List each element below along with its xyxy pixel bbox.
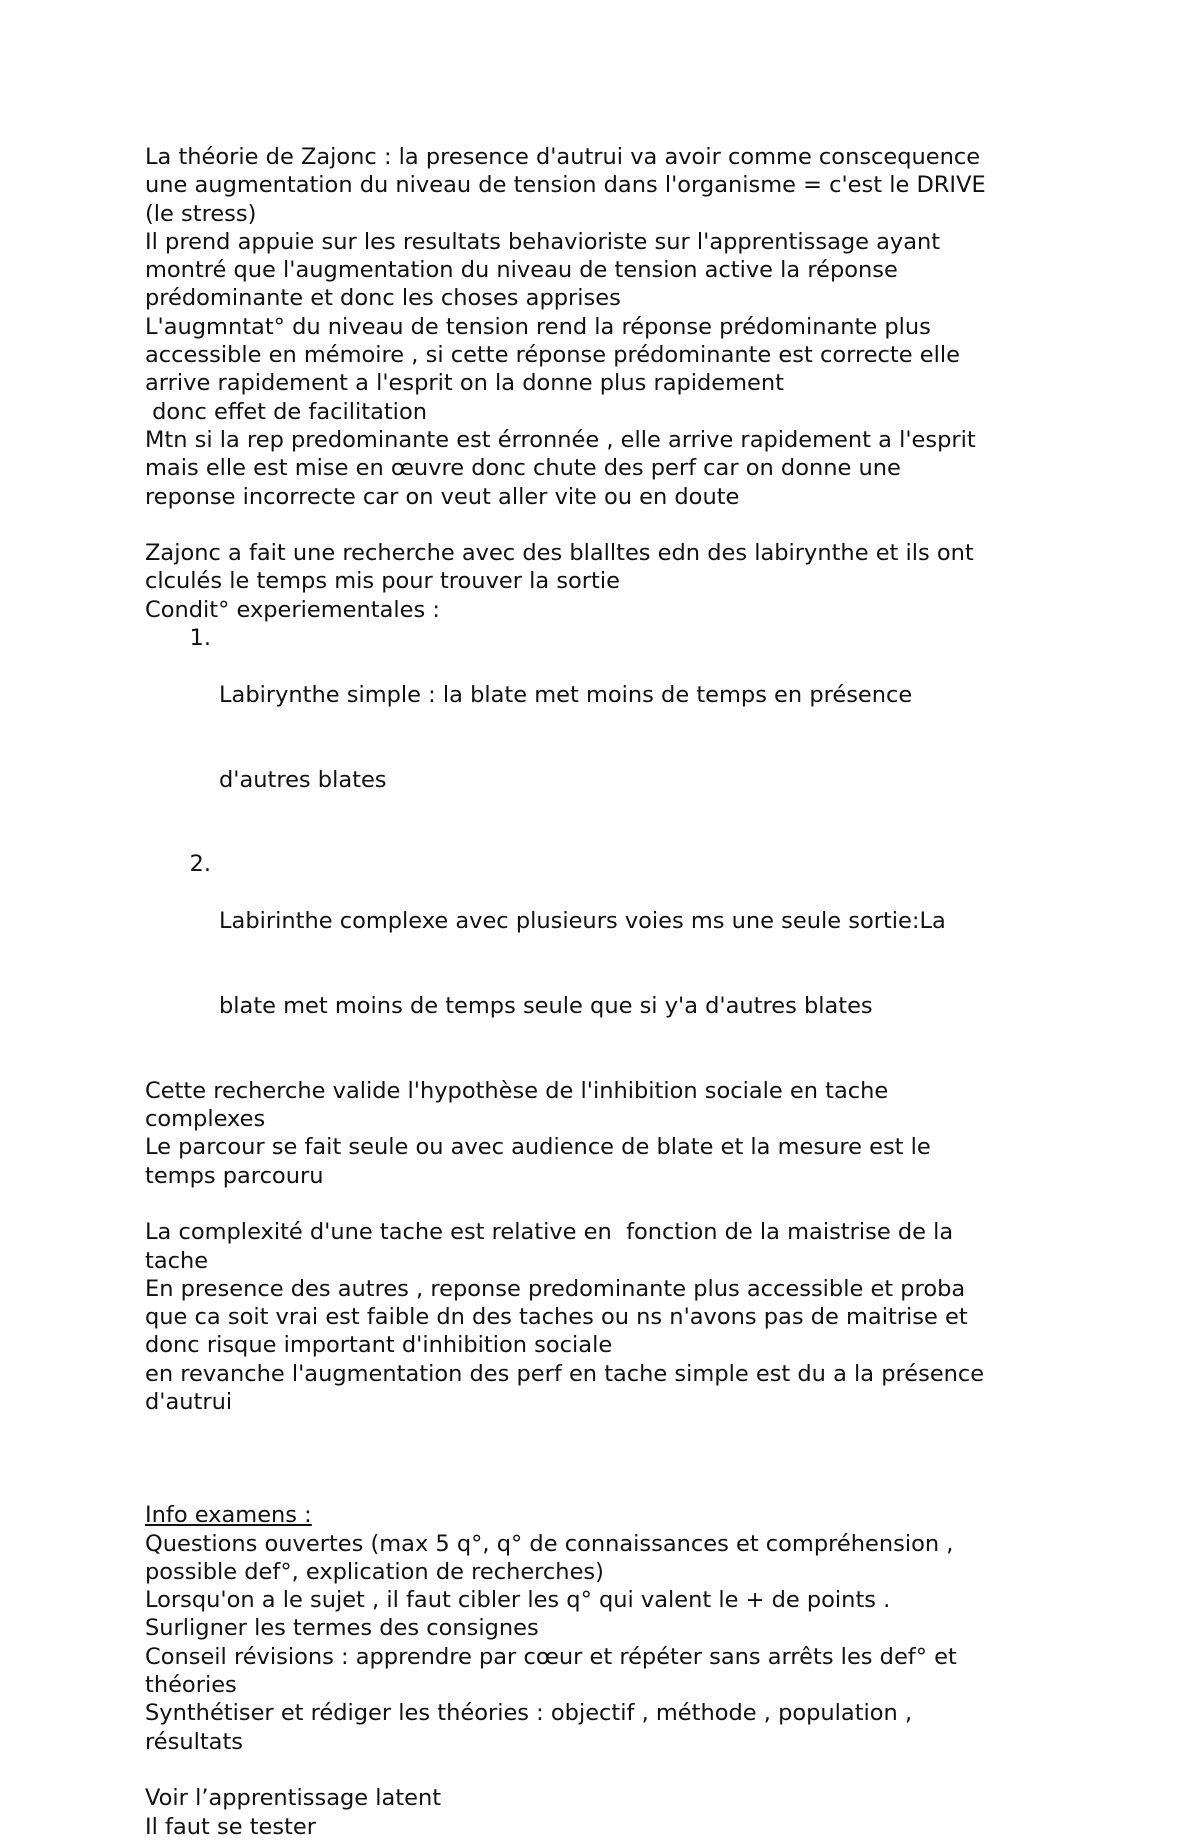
text-line: donc risque important d'inhibition sociale xyxy=(145,1332,613,1359)
text-line: prédominante et donc les choses apprises xyxy=(145,285,621,312)
paragraph-exam-info xyxy=(145,1501,1075,1756)
text-line: d'autrui xyxy=(145,1389,233,1416)
text-line: Surligner les termes des consignes xyxy=(145,1615,539,1642)
blank-line xyxy=(145,1416,1075,1444)
blank-line xyxy=(145,511,1075,539)
text-line: clculés le temps mis pour trouver la sortie xyxy=(145,568,620,595)
text-line: (le stress) xyxy=(145,200,257,227)
text-line: tache xyxy=(145,1247,209,1274)
text-line: temps parcouru xyxy=(145,1162,324,1189)
text-line: mais elle est mise en œuvre donc chute des perf car on donne une xyxy=(145,455,901,482)
list-item-text: d'autres blates xyxy=(219,766,387,793)
text-line: Il faut se tester xyxy=(145,1813,317,1840)
text-line: résultats xyxy=(145,1728,243,1755)
text-line: théories xyxy=(145,1672,237,1699)
blank-line xyxy=(145,1756,1075,1784)
numbered-list xyxy=(145,624,1075,1077)
text-line: Conseil révisions : apprendre par cœur et répéter sans arrêts les def° et xyxy=(145,1643,957,1670)
list-item-text: Labirynthe simple : la blate met moins de temps en présence xyxy=(219,681,913,708)
blank-line xyxy=(145,1473,1075,1501)
text-line: en revanche l'augmentation des perf en tache simple est du a la présence xyxy=(145,1360,985,1387)
text-line: Zajonc a fait une recherche avec des blalltes edn des labirynthe et ils ont xyxy=(145,540,974,567)
list-item xyxy=(145,624,1075,850)
list-item-text: Labirinthe complexe avec plusieurs voies ms une seule sortie:La xyxy=(219,908,946,935)
blank-line xyxy=(145,1445,1075,1473)
text-line: Lorsqu'on a le sujet , il faut cibler les q° qui valent le + de points . xyxy=(145,1587,891,1614)
text-line: complexes xyxy=(145,1106,266,1133)
paragraph-task-complexity xyxy=(145,1218,1075,1416)
text-line: L'augmntat° du niveau de tension rend la réponse prédominante plus xyxy=(145,313,931,340)
text-line: Voir l’apprentissage latent xyxy=(145,1785,442,1812)
text-line: donc effet de facilitation xyxy=(145,398,427,425)
paragraph-zajonc-theory xyxy=(145,143,1075,511)
list-item xyxy=(145,850,1075,1076)
list-number: 2. xyxy=(189,851,211,878)
text-line: Synthétiser et rédiger les théories : objectif , méthode , population , xyxy=(145,1700,913,1727)
section-heading: Info examens : xyxy=(145,1502,312,1529)
text-line: possible def°, explication de recherches) xyxy=(145,1558,604,1585)
text-line: Mtn si la rep predominante est érronnée , elle arrive rapidement a l'esprit xyxy=(145,426,976,453)
text-line: une augmentation du niveau de tension dans l'organisme = c'est le DRIVE xyxy=(145,172,986,199)
text-line: Condit° experiementales : xyxy=(145,596,440,623)
text-line: Le parcour se fait seule ou avec audience de blate et la mesure est le xyxy=(145,1134,931,1161)
text-line: arrive rapidement a l'esprit on la donne plus rapidement xyxy=(145,370,784,397)
text-line: montré que l'augmentation du niveau de tension active la réponse xyxy=(145,257,898,284)
document-page xyxy=(145,143,1075,1841)
text-line: reponse incorrecte car on veut aller vite ou en doute xyxy=(145,483,740,510)
text-line: Questions ouvertes (max 5 q°, q° de connaissances et compréhension , xyxy=(145,1530,954,1557)
text-line: La théorie de Zajonc : la presence d'autrui va avoir comme conscequence xyxy=(145,144,981,170)
paragraph-final-notes xyxy=(145,1784,1075,1841)
blank-line xyxy=(145,1190,1075,1218)
text-line: En presence des autres , reponse predominante plus accessible et proba xyxy=(145,1275,966,1302)
paragraph-zajonc-research xyxy=(145,539,1075,1190)
text-line: Il prend appuie sur les resultats behavioriste sur l'apprentissage ayant xyxy=(145,228,941,255)
text-line: La complexité d'une tache est relative en fonction de la maistrise de la xyxy=(145,1219,954,1246)
text-line: que ca soit vrai est faible dn des taches ou ns n'avons pas de maitrise et xyxy=(145,1304,968,1331)
list-item-text: blate met moins de temps seule que si y'a d'autres blates xyxy=(219,992,873,1019)
text-line: Cette recherche valide l'hypothèse de l'inhibition sociale en tache xyxy=(145,1077,889,1104)
text-line: accessible en mémoire , si cette réponse prédominante est correcte elle xyxy=(145,342,960,369)
list-number: 1. xyxy=(189,625,211,652)
